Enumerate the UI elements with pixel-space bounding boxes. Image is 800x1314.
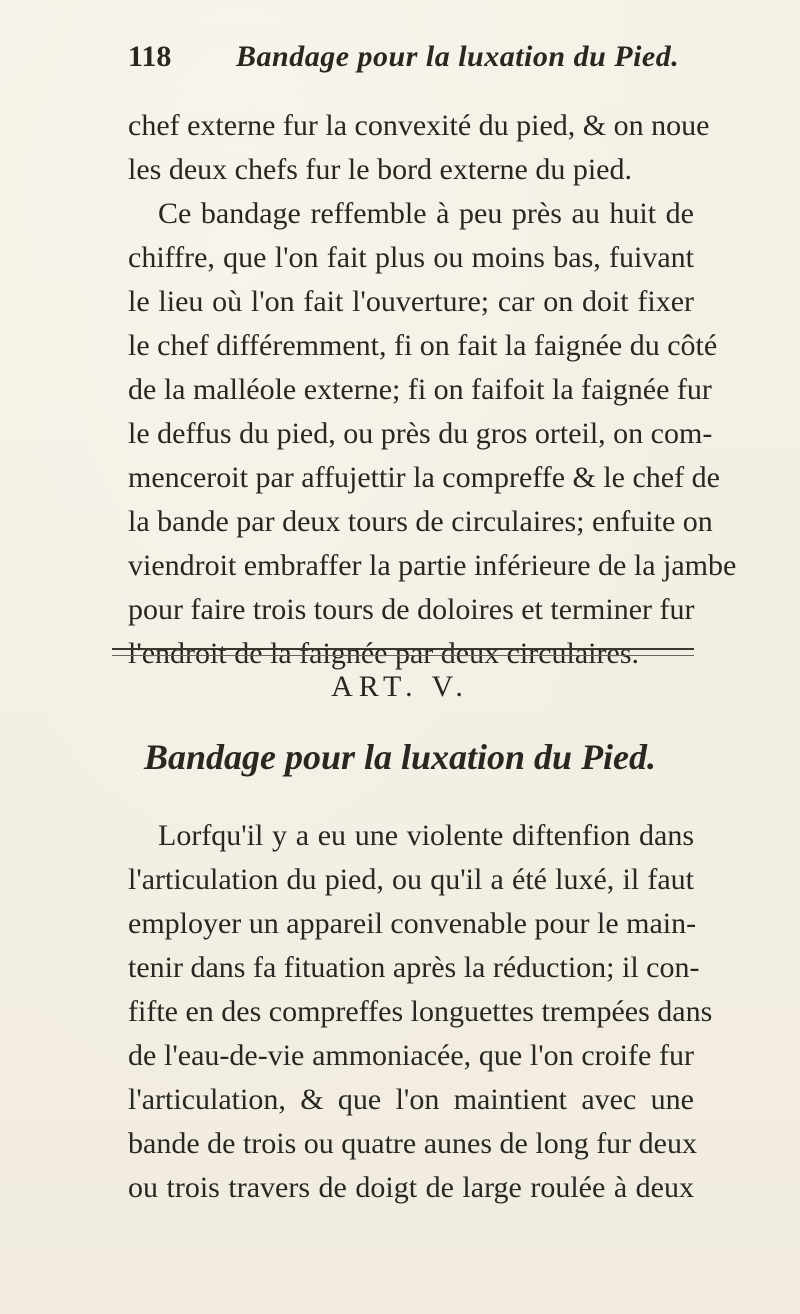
paragraph-bandage-description	[128, 192, 737, 676]
page-number: 118	[128, 40, 172, 73]
text-line: la bande par deux tours de circulaires; enfuite on	[128, 505, 713, 538]
article-number: ART. V.	[331, 670, 469, 703]
text-line: employer un appareil convenable pour le main-	[128, 907, 697, 940]
text-line: ou trois travers de doigt de large roulée à deux	[128, 1171, 694, 1204]
section-divider	[112, 648, 694, 656]
text-line: tenir dans fa fituation après la réduction; il con-	[128, 951, 700, 984]
text-line: viendroit embraffer la partie inférieure de la jambe	[128, 549, 737, 582]
text-line: bande de trois ou quatre aunes de long fur deux	[128, 1127, 697, 1160]
text-line: l'articulation du pied, ou qu'il a été luxé, il faut	[128, 863, 694, 896]
paragraph-luxation	[128, 814, 713, 1210]
text-line: fifte en des compreffes longuettes trempées dans	[128, 995, 713, 1028]
paragraph-continued	[128, 104, 710, 192]
text-line: l'articulation, & que l'on maintient avec une	[128, 1083, 694, 1116]
text-line: de l'eau-de-vie ammoniacée, que l'on croife fur	[128, 1039, 694, 1072]
running-head	[128, 40, 688, 80]
text-line: chef externe fur la convexité du pied, & on noue	[128, 109, 710, 142]
text-line: le chef différemment, fi on fait la faignée du côté	[128, 329, 718, 362]
text-line: Ce bandage reffemble à peu près au huit de	[158, 197, 694, 230]
running-title: Bandage pour la luxation du Pied.	[236, 40, 680, 73]
text-line: l'endroit de la faignée par deux circulaires.	[128, 637, 639, 670]
text-line: le deffus du pied, ou près du gros orteil, on com-	[128, 417, 713, 450]
text-line: pour faire trois tours de doloires et terminer fur	[128, 593, 695, 626]
text-line: le lieu où l'on fait l'ouverture; car on doit fixer	[128, 285, 694, 318]
text-line: menceroit par affujettir la compreffe & le chef de	[128, 461, 720, 494]
section-title: Bandage pour la luxation du Pied.	[143, 737, 657, 777]
text-line: de la malléole externe; fi on faifoit la faignée fur	[128, 373, 712, 406]
text-line: Lorfqu'il y a eu une violente diftenfion dans	[158, 819, 694, 852]
text-line: les deux chefs fur le bord externe du pied.	[128, 153, 632, 186]
text-line: chiffre, que l'on fait plus ou moins bas, fuivant	[128, 241, 694, 274]
